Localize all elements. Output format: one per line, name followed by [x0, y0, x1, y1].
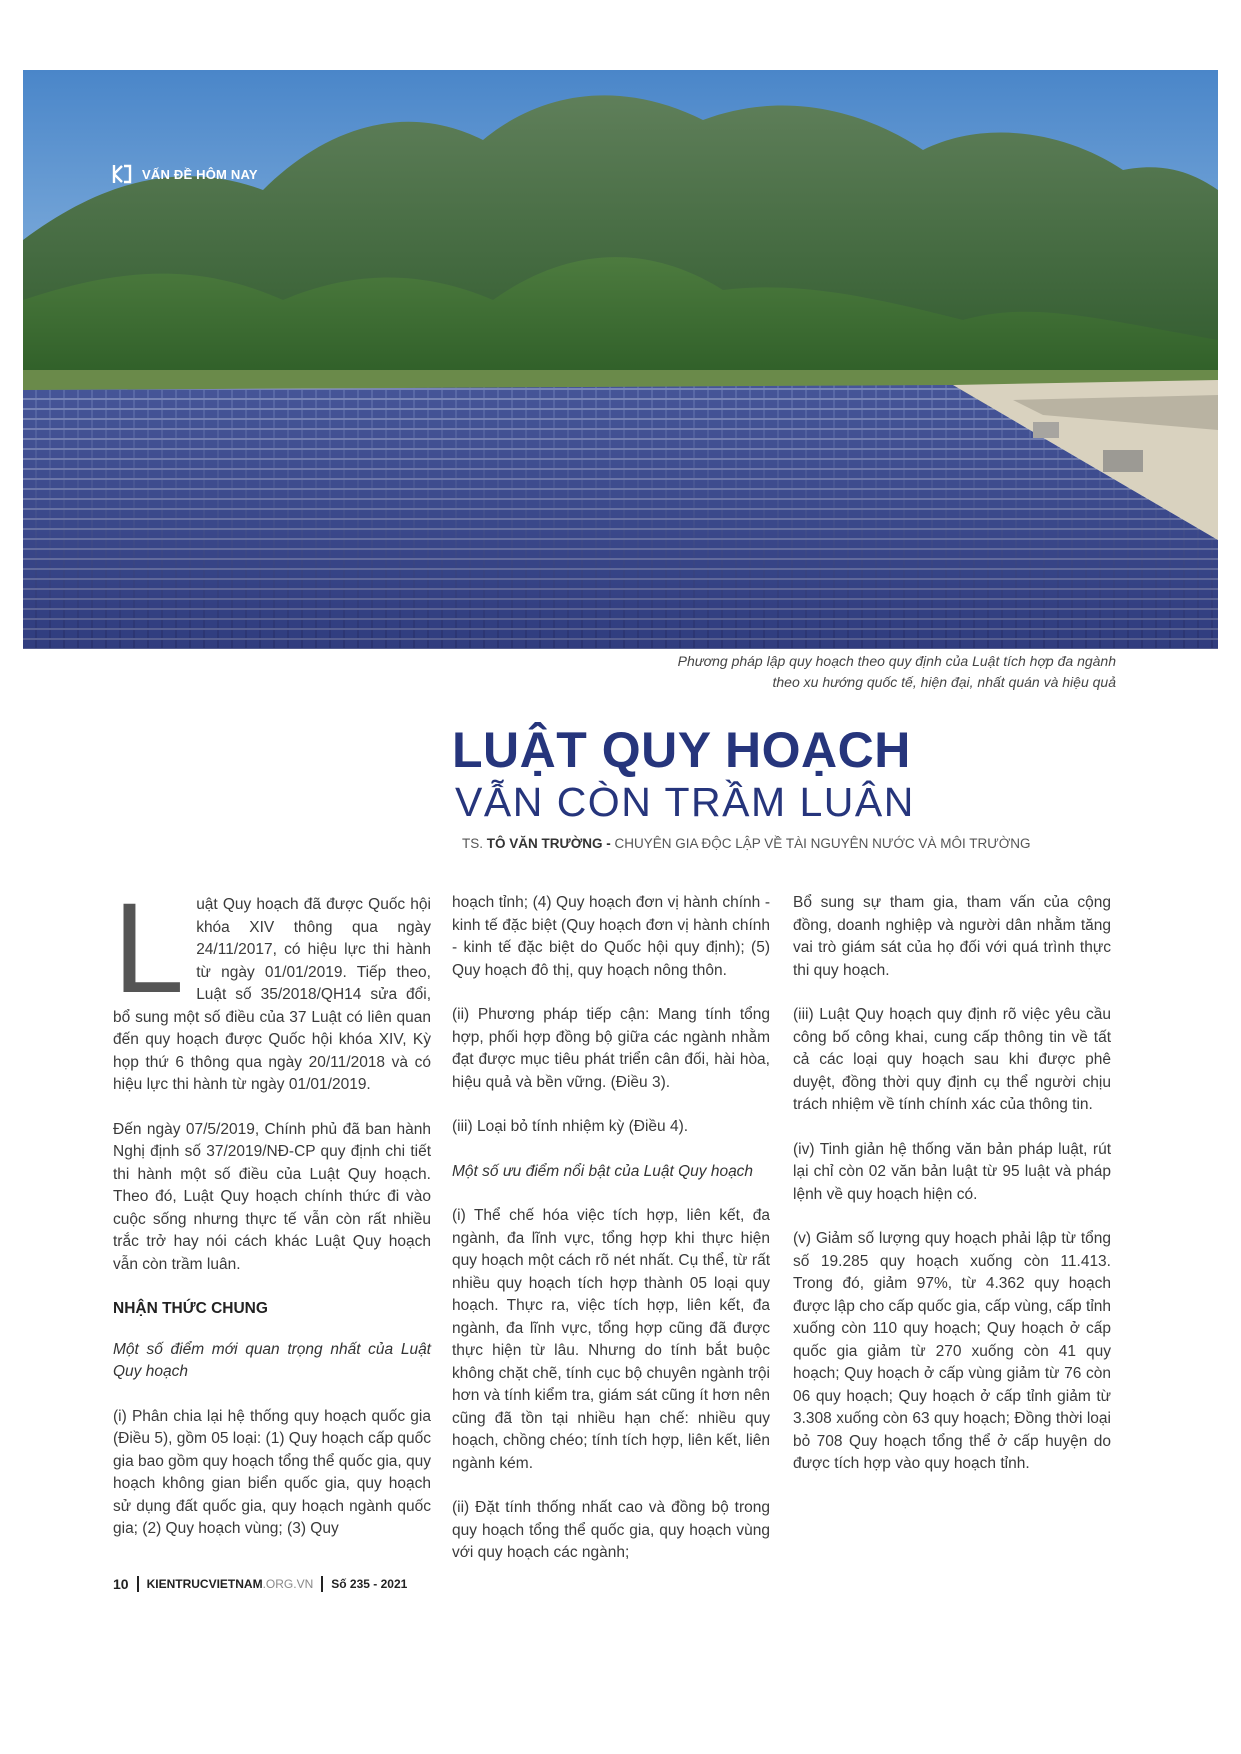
article-title: LUẬT QUY HOẠCH	[452, 722, 911, 778]
caption-line-1: Phương pháp lập quy hoạch theo quy định của Luật tích hợp đa ngành	[677, 653, 1116, 669]
footer-divider	[137, 1576, 139, 1592]
article-column-3	[793, 892, 1111, 1498]
article-subtitle: VẪN CÒN TRẦM LUÂN	[455, 779, 915, 825]
paragraph: (iii) Luật Quy hoạch quy định rõ việc yêu cầu công bố công khai, cung cấp thông tin về tất cả các loại quy hoạch sau khi được phê duyệt, đồng thời quy định cụ thể người chịu trách nhiệm về tính chính xác của thông tin.	[793, 1006, 1111, 1113]
paragraph: (iv) Tinh giản hệ thống văn bản pháp luật, rút lại chỉ còn 02 văn bản luật từ 95 luật và pháp lệnh về quy hoạch hiện có.	[793, 1140, 1111, 1203]
paragraph: (iii) Loại bỏ tính nhiệm kỳ (Điều 4).	[452, 1118, 689, 1135]
drop-cap: L	[113, 877, 185, 1020]
paragraph: (i) Thể chế hóa việc tích hợp, liên kết, đa ngành, đa lĩnh vực, tổng hợp khi thực hiện quy hoạch một cách rõ nét nhất. Cụ thể, từ rất nhiều quy hoạch tích hợp thành 05 loại quy hoạch. Thực ra, việc tích hợp, liên kết, đa ngành, đa lĩnh vực, tổng hợp cũng đã được thực hiện từ lâu. Nhưng do tính bắt buộc không chặt chẽ, tính cục bộ chuyên ngành trội hơn và tính kiểm tra, giám sát cũng ít hơn nên cũng đã tồn tại nhiều hạn chế: nhiều quy hoạch, chồng chéo; tính tích hợp, liên kết, liên ngành kém.	[452, 1207, 770, 1472]
subheading: Một số điểm mới quan trọng nhất của Luật Quy hoạch	[113, 1340, 431, 1380]
caption-line-2: theo xu hướng quốc tế, hiện đại, nhất quán và hiệu quả	[772, 674, 1116, 690]
paragraph: (ii) Đặt tính thống nhất cao và đồng bộ trong quy hoạch tổng thể quốc gia, quy hoạch vùng với quy hoạch các ngành;	[452, 1499, 770, 1561]
section-tag-label: VẤN ĐỀ HÔM NAY	[142, 166, 258, 182]
subheading: Một số ưu điểm nổi bật của Luật Quy hoạch	[452, 1162, 754, 1180]
page-number: 10	[113, 1576, 129, 1592]
article-column-1	[113, 877, 431, 1563]
paragraph: (i) Phân chia lại hệ thống quy hoạch quốc gia (Điều 5), gồm 05 loại: (1) Quy hoạch cấp quốc gia bao gồm quy hoạch tổng thể quốc gia, quy hoạch không gian biển quốc gia, quy hoạch sử dụng đất quốc gia, quy hoạch ngành quốc gia; (2) Quy hoạch vùng; (3) Quy	[113, 1407, 431, 1537]
section-tag	[112, 163, 258, 185]
footer-divider	[321, 1576, 323, 1592]
kt-logo-icon	[112, 163, 132, 185]
solar-farm-photo	[23, 70, 1218, 649]
paragraph: hoạch tỉnh; (4) Quy hoạch đơn vị hành chính - kinh tế đặc biệt (Quy hoạch đơn vị hành chính - kinh tế đặc biệt do Quốc hội quy định); (5) Quy hoạch đô thị, quy hoạch nông thôn.	[452, 894, 770, 979]
paragraph	[113, 877, 431, 1097]
byline-prefix: TS.	[462, 836, 484, 851]
byline	[462, 836, 1031, 851]
issue-number: Số 235 - 2021	[331, 1577, 408, 1591]
site-name-light: .ORG.VN	[262, 1577, 314, 1591]
paragraph: Đến ngày 07/5/2019, Chính phủ đã ban hành Nghị định số 37/2019/NĐ-CP quy định chi tiết thi hành một số điều của Luật Quy hoạch. Theo đó, Luật Quy hoạch chính thức đi vào cuộc sống nhưng thực tế vẫn còn rất nhiều trắc trở hay nói cách khác Luật Quy hoạch vẫn còn trầm luân.	[113, 1120, 431, 1273]
paragraph: (v) Giảm số lượng quy hoạch phải lập từ tổng số 19.285 quy hoạch xuống còn 11.413. Trong đó, giảm 97%, từ 4.362 quy hoạch được lập cho cấp quốc gia, cấp vùng, cấp tỉnh xuống còn 110 quy hoạch; Quy hoạch ở cấp quốc gia giảm từ 270 xuống còn 41 quy hoạch; Quy hoạch ở cấp vùng giảm từ 76 còn 06 quy hoạch; Quy hoạch ở cấp tỉnh giảm từ 3.308 xuống còn 63 quy hoạch; Đồng thời loại bỏ 708 Quy hoạch tổng thể ở cấp huyện do được tích hợp vào quy hoạch tỉnh.	[793, 1230, 1111, 1472]
author-role: CHUYÊN GIA ĐỘC LẬP VỀ TÀI NGUYÊN NƯỚC VÀ MÔI TRƯỜNG	[614, 836, 1031, 851]
section-heading: NHẬN THỨC CHUNG	[113, 1300, 268, 1317]
page-footer	[113, 1576, 407, 1592]
article-column-2	[452, 892, 770, 1587]
hero-photo	[23, 70, 1218, 649]
site-name-bold: KIENTRUCVIETNAM	[146, 1577, 263, 1591]
photo-caption	[556, 651, 1116, 693]
site-name	[147, 1577, 314, 1591]
paragraph-text: uật Quy hoạch đã được Quốc hội khóa XIV thông qua ngày 24/11/2017, có hiệu lực thi hành từ ngày 01/01/2019. Tiếp theo, Luật số 35/2018/QH14 sửa đổi, bổ sung một số điều của 37 Luật có liên quan đến quy hoạch được Quốc hội khóa XIV, Kỳ họp thứ 6 thông qua ngày 20/11/2018 và có hiệu lực thi hành từ ngày 01/01/2019.	[113, 896, 431, 1093]
author-name: TÔ VĂN TRƯỜNG -	[486, 836, 611, 851]
paragraph: Bổ sung sự tham gia, tham vấn của cộng đồng, doanh nghiệp và người dân nhằm tăng vai trò giám sát của họ đối với quá trình thực thi quy hoạch.	[793, 894, 1111, 979]
paragraph: (ii) Phương pháp tiếp cận: Mang tính tổng hợp, phối hợp đồng bộ giữa các ngành nhằm đạt được mục tiêu phát triển cân đối, hài hòa, hiệu quả và bền vững. (Điều 3).	[452, 1006, 770, 1091]
